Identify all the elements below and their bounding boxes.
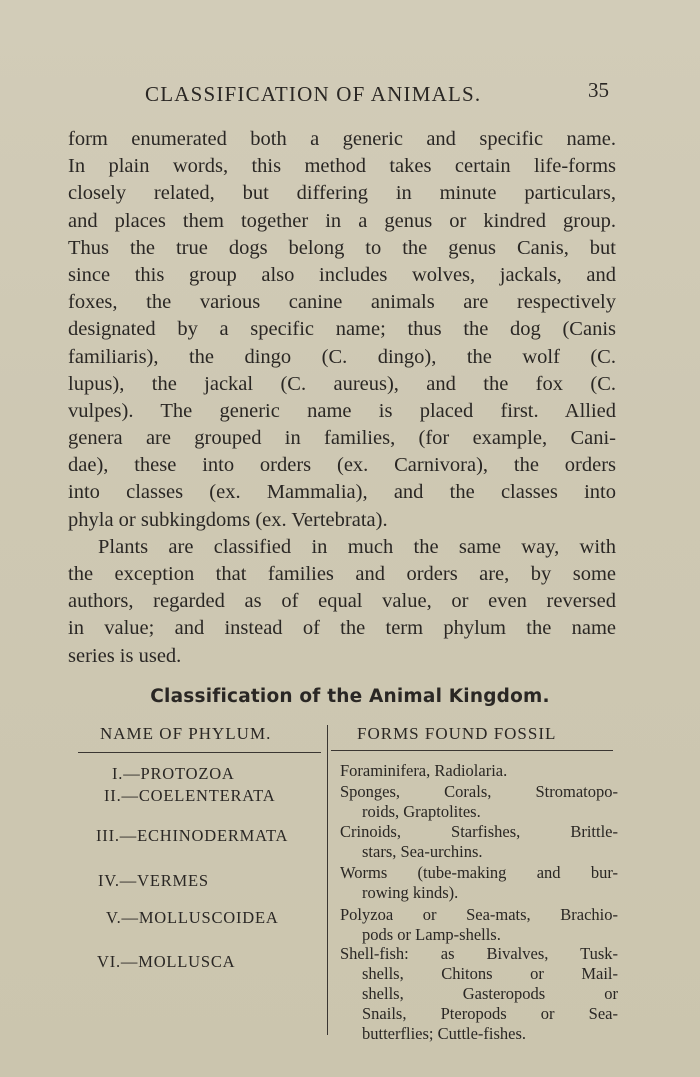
header-rule-left [78,752,321,753]
body-line: genera are grouped in families, (for example, Cani- [68,427,616,450]
body-line: In plain words, this method takes certain life-forms [68,155,616,178]
column-divider [327,725,328,1035]
phylum-name: II.—COELENTERATA [104,786,276,805]
phylum-name: V.—MOLLUSCOIDEA [106,908,279,927]
body-line: closely related, but differing in minute particulars, [68,182,616,205]
forms-line: rowing kinds). [362,883,459,902]
page-number: 35 [588,78,609,102]
body-line: familiaris), the dingo (C. dingo), the wolf (C. [68,345,616,368]
forms-line: Crinoids, Starfishes, Brittle- [340,822,618,841]
body-line: authors, regarded as of equal value, or even reversed [68,590,616,613]
forms-line: Foraminifera, Radiolaria. [340,761,508,780]
body-line: vulpes). The generic name is placed first. Allied [68,399,616,422]
body-line: in value; and instead of the term phylum the name [68,617,616,640]
body-line: phyla or subkingdoms (ex. Vertebrata). [68,508,388,531]
column-header-phylum: NAME OF PHYLUM. [100,724,272,743]
body-line: series is used. [68,644,182,667]
body-line: the exception that families and orders are, by some [68,563,616,585]
fossil-forms-cell [340,761,618,781]
body-line: form enumerated both a generic and specific name. [68,128,616,150]
fossil-forms-cell [340,905,618,945]
fossil-forms-cell [340,782,618,822]
fossil-forms-cell [340,944,618,1044]
body-line: designated by a specific name; thus the dog (Canis [68,318,616,341]
fossil-forms-cell [340,822,618,862]
column-header-forms: FORMS FOUND FOSSIL [357,724,557,743]
body-line: Thus the true dogs belong to the genus Canis, but [68,236,616,259]
forms-line: Polyzoa or Sea-mats, Brachio- [340,905,618,924]
header-rule-right [331,750,613,751]
body-text [68,126,616,670]
forms-line: shells, Chitons or Mail- [362,964,618,983]
forms-line: shells, Gasteropods or [362,984,618,1003]
body-line: lupus), the jackal (C. aureus), and the fox (C. [68,372,616,395]
forms-line: Sponges, Corals, Stromatopo- [340,782,618,801]
forms-line: Snails, Pteropods or Sea- [362,1004,618,1023]
phylum-name: VI.—MOLLUSCA [97,952,236,971]
forms-line: pods or Lamp-shells. [362,925,501,944]
phylum-name: III.—ECHINODERMATA [96,826,289,845]
forms-line: butterflies; Cuttle-fishes. [362,1024,527,1043]
table-title: Classification of the Animal Kingdom. [150,686,550,707]
fossil-forms-cell [340,863,618,903]
body-line: Plants are classified in much the same way, with [98,535,616,558]
body-line: into classes (ex. Mammalia), and the classes into [68,481,616,504]
body-line: since this group also includes wolves, jackals, and [68,263,616,286]
forms-line: Worms (tube-making and bur- [340,863,618,882]
body-line: dae), these into orders (ex. Carnivora), the orders [68,454,616,477]
forms-line: Shell-fish: as Bivalves, Tusk- [340,944,618,963]
body-line: foxes, the various canine animals are respectively [68,291,616,314]
phylum-name: I.—PROTOZOA [112,764,235,783]
forms-line: roids, Graptolites. [362,802,481,821]
body-line: and places them together in a genus or kindred group. [68,209,616,232]
forms-line: stars, Sea-urchins. [362,842,483,861]
running-head-title: CLASSIFICATION OF ANIMALS. [145,82,482,106]
running-head [145,78,615,110]
phylum-name: IV.—VERMES [98,871,209,890]
